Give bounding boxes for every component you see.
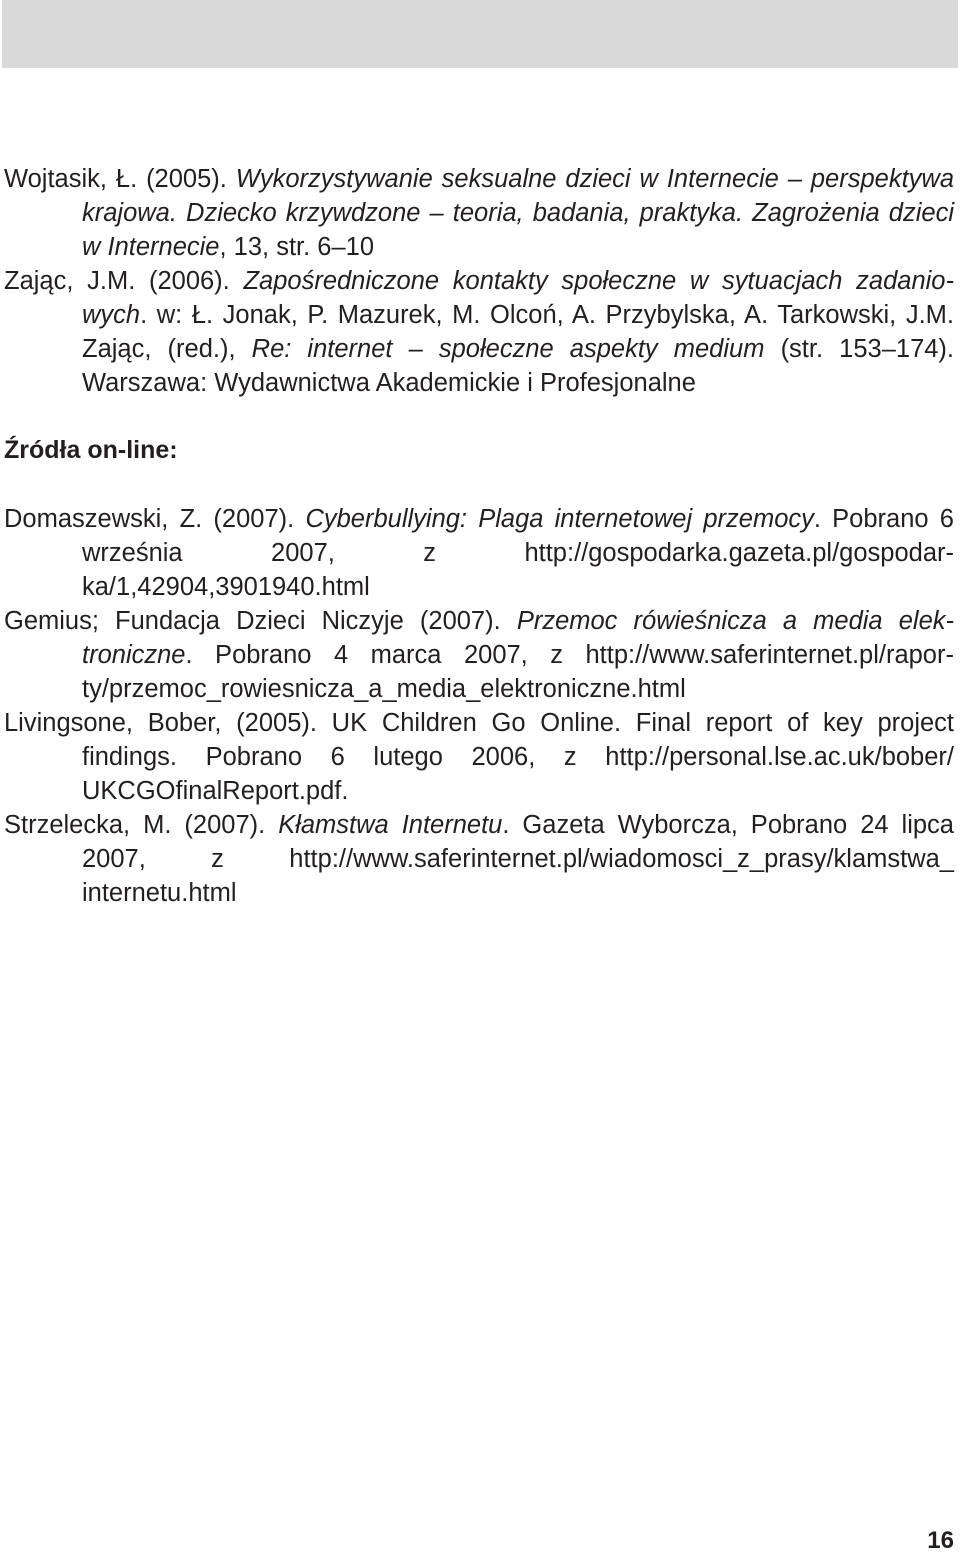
- page-number: 16: [927, 1527, 954, 1554]
- reference-title: Cyberbullying: Plaga internetowej przemocy: [305, 505, 814, 533]
- reference-title: Przemoc rówieśnicza a media elektroniczne: [82, 607, 954, 669]
- reference-book-title: Re: internet – społeczne aspekty medium: [251, 335, 765, 363]
- section-heading-online-sources: Źródła on-line:: [4, 436, 178, 464]
- reference-gemius: Gemius; Fundacja Dzieci Niczyje (2007). Przemoc rówieśnicza a media elektroniczne. Pobrano 4 marca 2007, z http://www.saferinternet.pl/raporty/przemoc_rowiesnicza_a_media_elektroniczne.html: [4, 607, 954, 703]
- reference-list: [4, 162, 954, 910]
- header-band: [2, 0, 958, 68]
- reference-title: Kłamstwa Internetu: [278, 811, 503, 839]
- reference-zajac: Zając, J.M. (2006). Zapośredniczone kontakty społeczne w sytuacjach zadaniowych. w: Ł. Jonak, P. Mazurek, M. Olcoń, A. Przybylska, A. Tarkowski, J.M. Zając, (red.), Re: internet – społeczne aspekty medium (str. 153–174). Warszawa: Wydawnictwa Akademickie i Profesjonalne: [4, 267, 955, 397]
- reference-title: Zapośredniczone kontakty społeczne w sytuacjach zadaniowych: [82, 267, 954, 329]
- reference-title: Wykorzystywanie seksualne dzieci w Internecie – perspektywa krajowa. Dziecko krzywdzone – teoria, badania, praktyka. Zagrożenia dzieci w Internecie: [82, 165, 955, 261]
- reference-wojtasik: Wojtasik, Ł. (2005). Wykorzystywanie seksualne dzieci w Internecie – perspektywa krajowa. Dziecko krzywdzone – teoria, badania, praktyka. Zagrożenia dzieci w Internecie, 13, str. 6–10: [4, 165, 955, 261]
- reference-strzelecka: Strzelecka, M. (2007). Kłamstwa Internetu. Gazeta Wyborcza, Pobrano 24 lipca 2007, z http://www.saferinternet.pl/wiadomosci_z_prasy/klamstwa_ internetu.html: [4, 811, 954, 907]
- reference-domaszewski: Domaszewski, Z. (2007). Cyberbullying: Plaga internetowej przemocy. Pobrano 6 września 2007, z http://gospodarka.gazeta.pl/gospodarka/1,42904,3901940.html: [4, 505, 954, 601]
- reference-livingsone: Livingsone, Bober, (2005). UK Children Go Online. Final report of key project findings. Pobrano 6 lutego 2006, z http://personal.lse.ac.uk/bober/ UKCGOfinalReport.pdf.: [4, 709, 954, 805]
